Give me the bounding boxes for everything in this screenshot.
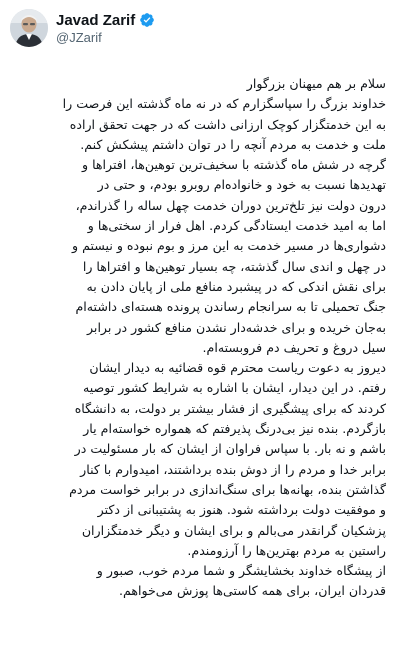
tweet-text-line: گذاشتن بنده، بهانه‌ها برای سنگ‌اندازی در برابر خواست مردم: [69, 481, 386, 497]
tweet-text-line: گرچه در شش ماه گذشته با سخیف‌ترین توهین‌ها، افتراها و: [81, 157, 386, 173]
tweet-text-line: کردند که برای پیشگیری از فشار بیشتر بر دولت، به دانشگاه: [74, 400, 386, 416]
tweet-text-line: برای نقش اندکی که در پیشبرد منافع ملی از پایان دادن به: [86, 278, 386, 294]
account-names: [56, 12, 155, 45]
tweet-text-line: سیل دروغ و تحریف دم فروبسته‌ام.: [202, 339, 386, 355]
tweet-paragraph: [12, 155, 386, 358]
bottom-edge: [0, 658, 400, 664]
verified-badge-icon: [139, 12, 155, 28]
tweet-text-line: برابر خدا و مردم را از دوش بنده برداشتند، امیدوارم با کنار: [80, 461, 386, 477]
account-handle[interactable]: @JZarif: [56, 29, 102, 45]
tweet-text-line: باشم و نه بار. با سپاس فراوان از ایشان که بار مسئولیت در: [74, 441, 386, 457]
tweet-header: [10, 8, 390, 48]
tweet-text-line: بازگردم. بنده نیز بی‌درنگ پذیرفتم که همواره خواسته‌ام یار: [83, 421, 386, 437]
tweet-text-line: درون دولت نیز تلخ‌ترین دوران خدمت چهل ساله را گذراندم،: [75, 197, 386, 213]
tweet-text-line: و موفقیت دولت برداشته شود. هنوز به پشتیبانی از دکتر: [97, 502, 386, 518]
tweet-text-line: پزشکیان گرانقدر می‌بالم و برای ایشان و دیگر خدمتگزاران: [81, 522, 386, 538]
tweet-text-line: تهدیدها نسبت به خود و خانواده‌ام روبرو بودم، و حتی در: [97, 177, 386, 193]
tweet-text-line: دیروز به دعوت ریاست محترم قوه قضائیه به دیدار ایشان: [89, 360, 386, 376]
tweet-text-line: دشواری‌ها در مسیر خدمت به این مرز و بوم نبوده و نیستم و: [72, 238, 386, 254]
tweet-text-line: در چهل و اندی سال گذشته، چه بسیار توهین‌ها و افتراها را: [82, 258, 386, 274]
display-name[interactable]: Javad Zarif: [56, 11, 136, 29]
tweet-paragraph: [12, 74, 386, 155]
tweet-text: [10, 74, 390, 602]
tweet-text-line: قدردان ایران، برای همه کاستی‌ها پوزش می‌خواهم.: [118, 583, 386, 599]
tweet-text-line: جنگ تحمیلی تا به سرانجام رساندن پرونده هسته‌ای داشته‌ام: [75, 299, 386, 315]
name-row: [56, 12, 155, 29]
tweet-text-line: به‌جان خریده و برای خدشه‌دار نشدن منافع کشور در برابر: [86, 319, 386, 335]
tweet-paragraph: [12, 358, 386, 561]
tweet-text-line: اما به امید خدمت ایستادگی کردم. اهل فرار از سختی‌ها و: [87, 218, 386, 234]
avatar[interactable]: [10, 9, 48, 47]
tweet-text-line: راستین به مردم بهترین‌ها را آرزومندم.: [187, 542, 386, 558]
tweet-paragraph: [12, 561, 386, 602]
tweet-text-line: از پیشگاه خداوند بخشایشگر و شما مردم خوب، صبور و: [96, 563, 386, 579]
profile-photo-icon: [10, 9, 48, 47]
tweet-text-line: ملت و خدمت به مردم آنچه را در توان داشتم پیشکش کنم.: [80, 136, 386, 152]
tweet-text-line: رفتم. در این دیدار، ایشان با اشاره به شرایط کشور توصیه: [83, 380, 386, 396]
tweet-text-line: به این خدمتگزار کوچک ارزانی داشت که در جهت تحقق اراده: [69, 116, 386, 132]
tweet-text-line: خداوند بزرگ را سپاسگزارم که در نه ماه گذشته این فرصت را: [62, 96, 386, 112]
tweet-text-line: سلام بر هم میهنان بزرگوار: [246, 76, 386, 91]
